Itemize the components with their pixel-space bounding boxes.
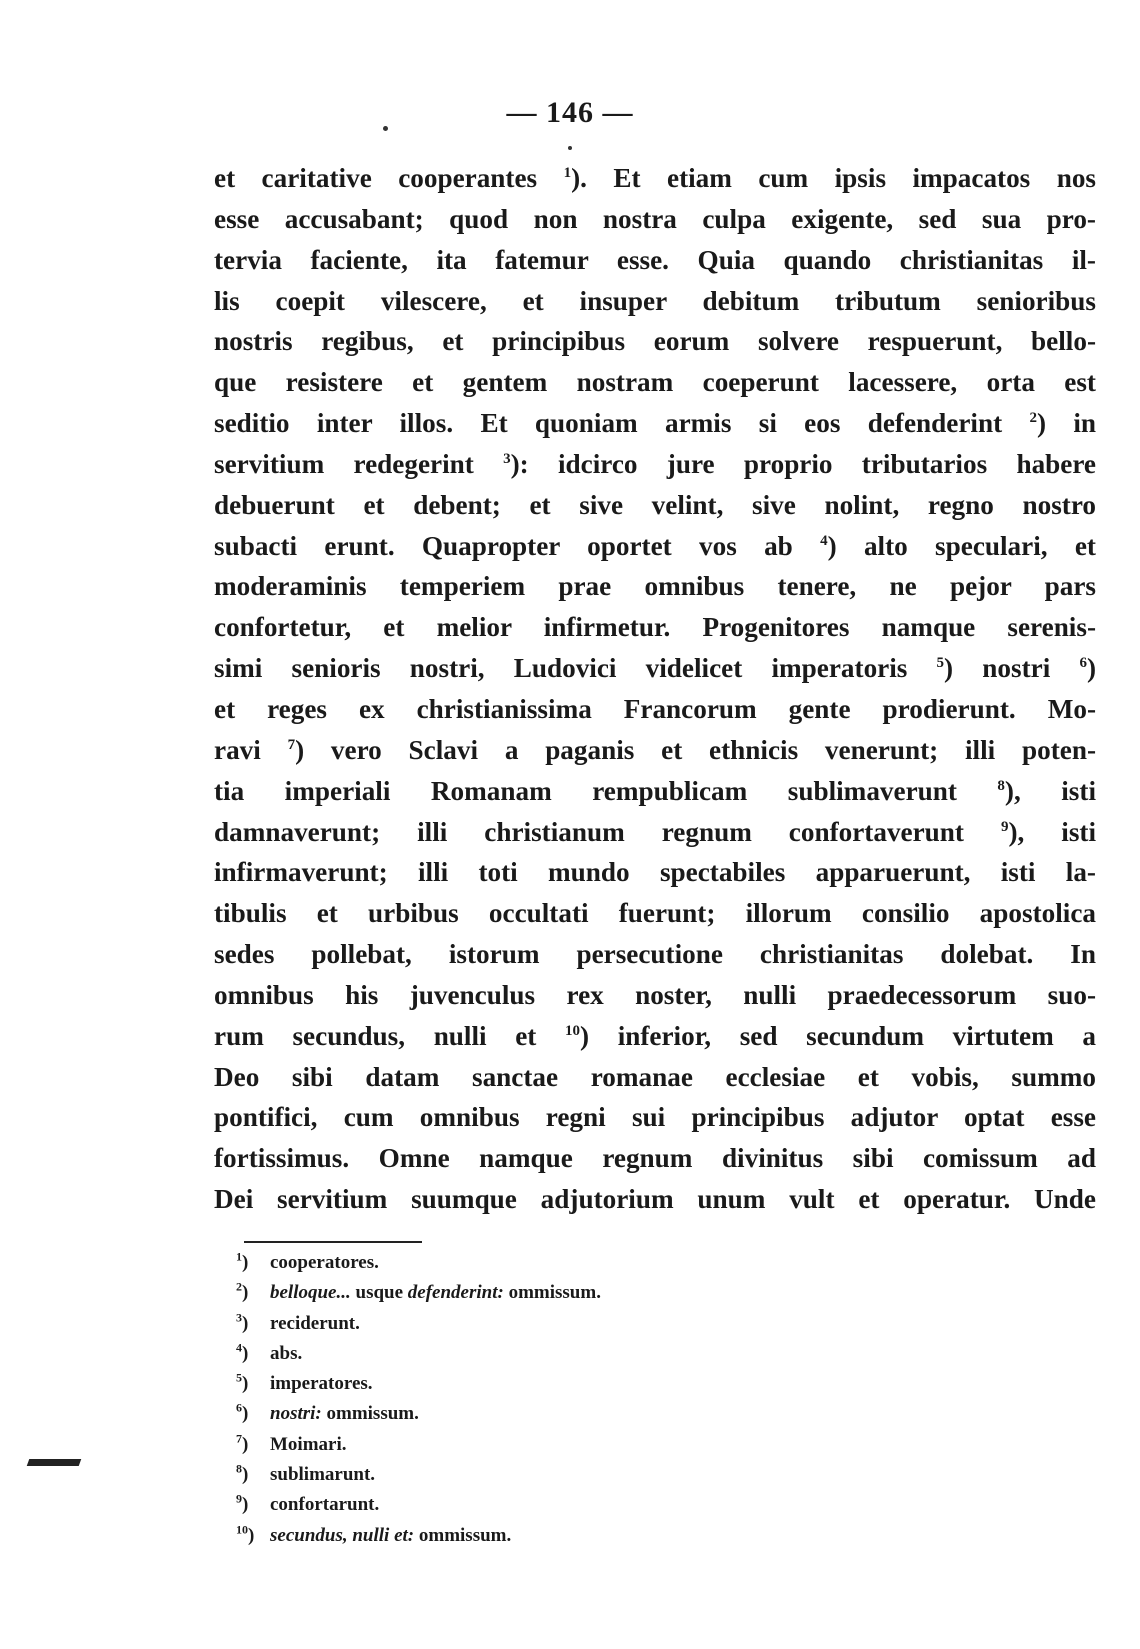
- text-line: [214, 689, 1096, 730]
- text-segment: ): idcirco jure proprio tributarios habere: [510, 448, 1096, 479]
- footnote-text: reciderunt.: [270, 1312, 360, 1334]
- text-segment: ), isti: [1004, 775, 1096, 806]
- footnote-number: $^5$): [236, 1370, 249, 1395]
- footnote-item: [236, 1521, 836, 1551]
- footnote-number-value: 3: [236, 1310, 242, 1325]
- text-segment: lis coepit vilescere, et insuper debitum tributum senioribus: [214, 285, 1096, 316]
- footnote-text: Moimari.: [270, 1433, 347, 1455]
- footnote-item: [236, 1309, 836, 1339]
- text-segment: rum secundus, nulli et: [214, 1020, 565, 1051]
- text-segment: tia imperiali Romanam rempublicam sublimaverunt: [214, 775, 998, 806]
- footnote-text: ommissum.: [321, 1403, 419, 1425]
- footnote-marker: 2: [1029, 410, 1037, 426]
- footnote-marker: 10: [565, 1022, 580, 1039]
- text-segment: ), isti: [1008, 816, 1097, 847]
- text-line: [214, 403, 1096, 444]
- footnote-text: imperatores.: [270, 1373, 373, 1395]
- footnote-number-value: 9: [236, 1492, 242, 1507]
- text-segment: ). Et etiam cum ipsis impacatos nos: [571, 163, 1096, 193]
- text-segment: tervia faciente, ita fatemur esse. Quia quando christianitas il-: [214, 244, 1096, 275]
- text-segment: ): [1086, 653, 1096, 684]
- text-segment: ) inferior, sed secundum virtutem a: [580, 1020, 1096, 1051]
- footnote-text: nostri:: [270, 1403, 322, 1425]
- text-line: [214, 1138, 1096, 1179]
- scan-speck: [568, 146, 572, 150]
- text-segment: infirmaverunt; illi toti mundo spectabiles apparuerunt, isti la-: [214, 857, 1096, 888]
- footnote-item: [236, 1339, 836, 1369]
- footnote-text: cooperatores.: [270, 1252, 379, 1273]
- footnote-item: [236, 1399, 836, 1429]
- text-segment: sedes pollebat, istorum persecutione christianitas dolebat. In: [214, 939, 1096, 970]
- text-line: [214, 607, 1096, 648]
- text-line: [214, 1016, 1096, 1057]
- footnote-text: ommissum.: [414, 1524, 512, 1546]
- footnote-marker: 4: [820, 532, 828, 549]
- footnote-number: $^9$): [236, 1492, 249, 1516]
- text-line: [214, 566, 1096, 607]
- footnote-number: $^8$): [236, 1461, 249, 1486]
- text-segment: que resistere et gentem nostram coeperunt lacessere, orta est: [214, 367, 1096, 398]
- footnote-number: $^7$): [236, 1431, 249, 1455]
- footnote-text: belloque...: [270, 1282, 356, 1304]
- scan-artifact-mark: [27, 1459, 82, 1466]
- footnote-item: [236, 1490, 836, 1520]
- text-segment: Dei servitium suumque adjutorium unum vult et operatur. Unde: [214, 1184, 1096, 1215]
- text-segment: damnaverunt; illi christianum regnum confortaverunt: [214, 816, 1001, 847]
- footnote-separator: [244, 1241, 422, 1243]
- page-number: — 146 —: [506, 96, 634, 129]
- text-line: [214, 975, 1096, 1016]
- footnote-number: $^1$): [236, 1249, 249, 1273]
- footnote-text: usque: [355, 1282, 408, 1304]
- footnote-number: $^2$): [236, 1279, 249, 1304]
- text-line: [214, 526, 1096, 567]
- text-segment: nostris regibus, et principibus eorum solvere respuerunt, bello-: [214, 326, 1096, 357]
- text-segment: simi senioris nostri, Ludovici videlicet imperatoris: [214, 653, 937, 684]
- footnote-text: secundus, nulli et:: [270, 1524, 415, 1546]
- text-line: [214, 158, 1096, 199]
- main-text-block: [214, 158, 1096, 1220]
- footnote-item: [236, 1248, 836, 1278]
- text-line: [214, 1097, 1096, 1138]
- footnote-marker: 9: [1000, 818, 1009, 835]
- text-line: [214, 240, 1096, 281]
- text-line: [214, 444, 1096, 485]
- text-segment: servitium redegerint: [214, 448, 504, 479]
- footnote-number: $^4$): [236, 1340, 249, 1364]
- footnote-text: ommissum.: [503, 1282, 601, 1304]
- footnote-text: abs.: [270, 1342, 303, 1364]
- footnote-number-value: 2: [236, 1279, 242, 1294]
- footnote-number: $^3$): [236, 1310, 249, 1334]
- text-line: [214, 362, 1096, 403]
- text-line: [214, 648, 1096, 689]
- text-segment: esse accusabant; quod non nostra culpa exigente, sed sua pro-: [214, 203, 1096, 234]
- footnote-number: $^{10}$): [236, 1522, 255, 1546]
- text-segment: confortetur, et melior infirmetur. Progenitores namque serenis-: [214, 612, 1096, 643]
- footnote-marker: 7: [287, 736, 296, 753]
- text-segment: et reges ex christianissima Francorum gente prodierunt. Mo-: [214, 693, 1096, 724]
- footnote-item: [236, 1278, 836, 1308]
- text-line: [214, 812, 1096, 853]
- footnote-item: [236, 1369, 836, 1399]
- footnote-number-value: 1: [236, 1249, 242, 1264]
- text-segment: pontifici, cum omnibus regni sui principibus adjutor optat esse: [214, 1102, 1096, 1133]
- footnote-text: confortarunt.: [270, 1494, 380, 1516]
- footnote-marker: 3: [503, 450, 511, 467]
- footnote-marker: 6: [1079, 655, 1087, 672]
- footnote-marker: 5: [936, 655, 945, 672]
- text-segment: ) alto speculari, et: [827, 530, 1096, 561]
- text-line: [214, 321, 1096, 362]
- text-line: [214, 485, 1096, 526]
- text-line: [214, 771, 1096, 812]
- text-line: [214, 1179, 1096, 1220]
- footnote-number-value: 5: [236, 1370, 242, 1385]
- text-line: [214, 934, 1096, 975]
- footnote-marker: 8: [997, 777, 1005, 794]
- text-line: [214, 730, 1096, 771]
- text-line: [214, 1057, 1096, 1098]
- text-line: [214, 281, 1096, 322]
- text-segment: omnibus his juvenculus rex noster, nulli praedecessorum suo-: [214, 979, 1096, 1010]
- footnote-number: $^6$): [236, 1401, 249, 1425]
- text-segment: Deo sibi datam sanctae romanae ecclesiae et vobis, summo: [214, 1061, 1096, 1092]
- text-line: [214, 852, 1096, 893]
- text-segment: ) nostri: [944, 653, 1080, 684]
- text-segment: ) vero Sclavi a paganis et ethnicis venerunt; illi poten-: [295, 734, 1096, 765]
- footnote-number-value: 4: [236, 1340, 242, 1355]
- text-segment: subacti erunt. Quapropter oportet vos ab: [214, 530, 821, 561]
- footnote-marker: 1: [563, 164, 572, 181]
- footnote-item: [236, 1430, 836, 1460]
- footnotes-block: [236, 1248, 836, 1551]
- footnote-text: sublimarunt.: [270, 1464, 376, 1486]
- text-segment: tibulis et urbibus occultati fuerunt; illorum consilio apostolica: [214, 898, 1096, 929]
- text-segment: et caritative cooperantes: [214, 163, 564, 193]
- text-segment: fortissimus. Omne namque regnum divinitus sibi comissum ad: [214, 1143, 1096, 1174]
- text-segment: ) in: [1036, 408, 1096, 439]
- text-segment: moderaminis temperiem prae omnibus tenere, ne pejor pars: [214, 571, 1096, 602]
- scan-speck: [383, 126, 388, 131]
- text-line: [214, 893, 1096, 934]
- footnote-text: defenderint:: [407, 1282, 504, 1304]
- text-segment: ravi: [214, 734, 288, 765]
- footnote-number-value: 6: [236, 1401, 242, 1416]
- text-segment: seditio inter illos. Et quoniam armis si eos defenderint: [214, 408, 1030, 439]
- footnote-item: [236, 1460, 836, 1490]
- footnote-number-value: 7: [236, 1431, 242, 1446]
- text-line: [214, 199, 1096, 240]
- text-segment: debuerunt et debent; et sive velint, sive nolint, regno nostro: [214, 489, 1096, 520]
- footnote-number-value: 8: [236, 1461, 242, 1476]
- footnote-number-value: 10: [236, 1522, 248, 1537]
